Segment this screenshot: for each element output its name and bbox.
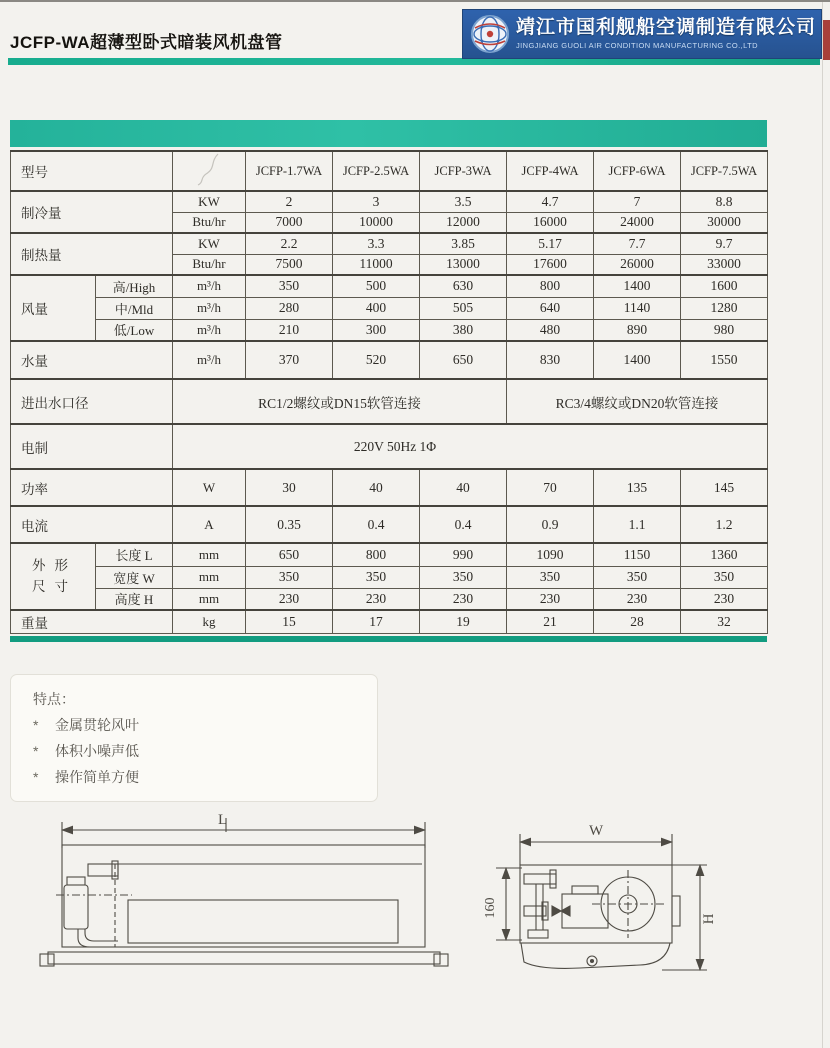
sub-label: 高度 H bbox=[96, 588, 173, 610]
value-cell: 630 bbox=[420, 275, 507, 297]
value-cell: 210 bbox=[246, 319, 333, 341]
value-cell: 1550 bbox=[681, 341, 768, 379]
value-cell: 0.9 bbox=[507, 506, 594, 543]
value-cell: 1600 bbox=[681, 275, 768, 297]
side-160-dim-label: 160 bbox=[483, 897, 498, 919]
value-cell: 1090 bbox=[507, 543, 594, 566]
value-cell: 145 bbox=[681, 469, 768, 506]
value-cell: 3.5 bbox=[420, 191, 507, 212]
bullet: * bbox=[33, 716, 39, 733]
value-cell: 230 bbox=[420, 588, 507, 610]
feature-text: 金属贯轮风叶 bbox=[55, 716, 139, 733]
company-names bbox=[516, 18, 816, 50]
table-row bbox=[11, 424, 768, 469]
technical-drawings bbox=[0, 802, 830, 1022]
value-cell: 33000 bbox=[681, 254, 768, 275]
side-view-drawing bbox=[496, 834, 707, 970]
teal-divider bbox=[8, 58, 820, 65]
value-cell: 13000 bbox=[420, 254, 507, 275]
spec-table-section bbox=[10, 120, 767, 642]
value-cell: 1280 bbox=[681, 297, 768, 319]
value-cell: 0.4 bbox=[420, 506, 507, 543]
table-row bbox=[11, 506, 768, 543]
value-cell: 28 bbox=[594, 610, 681, 633]
page-title: JCFP-WA超薄型卧式暗装风机盘管 bbox=[10, 33, 283, 52]
value-cell: 16000 bbox=[507, 212, 594, 233]
bullet: * bbox=[33, 742, 39, 759]
sub-label: 宽度 W bbox=[96, 566, 173, 588]
value-cell: 2 bbox=[246, 191, 333, 212]
unit-cell: m³/h bbox=[173, 297, 246, 319]
value-cell: 1.2 bbox=[681, 506, 768, 543]
value-cell: 800 bbox=[507, 275, 594, 297]
value-cell: 4.7 bbox=[507, 191, 594, 212]
value-cell: 24000 bbox=[594, 212, 681, 233]
feature-text: 操作简单方便 bbox=[55, 768, 139, 785]
value-cell: 12000 bbox=[420, 212, 507, 233]
value-cell: 300 bbox=[333, 319, 420, 341]
row-label: 风量 bbox=[11, 275, 96, 341]
unit-cell: Btu/hr bbox=[173, 254, 246, 275]
value-cell: 280 bbox=[246, 297, 333, 319]
table-row bbox=[11, 275, 768, 297]
row-label: 型号 bbox=[11, 151, 173, 191]
model-header: JCFP-1.7WA bbox=[246, 151, 333, 191]
value-cell: 230 bbox=[681, 588, 768, 610]
value-cell: 380 bbox=[420, 319, 507, 341]
dimensions-label: 外形尺寸 bbox=[32, 557, 77, 594]
value-cell: 830 bbox=[507, 341, 594, 379]
value-cell: 40 bbox=[420, 469, 507, 506]
table-top-bar bbox=[10, 120, 767, 147]
unit-cell: m³/h bbox=[173, 275, 246, 297]
value-cell: 8.8 bbox=[681, 191, 768, 212]
pipe-spec-small: RC1/2螺纹或DN15软管连接 bbox=[173, 379, 507, 424]
table-row bbox=[11, 610, 768, 633]
side-width-dim-label: W bbox=[589, 823, 604, 839]
value-cell: 350 bbox=[246, 275, 333, 297]
value-cell: 230 bbox=[246, 588, 333, 610]
value-cell: 520 bbox=[333, 341, 420, 379]
value-cell: 7 bbox=[594, 191, 681, 212]
table-row bbox=[11, 469, 768, 506]
value-cell: 400 bbox=[333, 297, 420, 319]
value-cell: 980 bbox=[681, 319, 768, 341]
value-cell: 9.7 bbox=[681, 233, 768, 254]
table-row bbox=[11, 297, 768, 319]
value-cell: 135 bbox=[594, 469, 681, 506]
value-cell: 1360 bbox=[681, 543, 768, 566]
features-heading: 特点： bbox=[33, 691, 75, 707]
value-cell: 1140 bbox=[594, 297, 681, 319]
unit-cell bbox=[173, 151, 246, 191]
value-cell: 11000 bbox=[333, 254, 420, 275]
table-row bbox=[11, 566, 768, 588]
table-row bbox=[11, 543, 768, 566]
feature-item bbox=[33, 739, 377, 765]
feature-item bbox=[33, 713, 377, 739]
value-cell: 0.35 bbox=[246, 506, 333, 543]
sub-label: 长度 L bbox=[96, 543, 173, 566]
value-cell: 30 bbox=[246, 469, 333, 506]
table-row bbox=[11, 191, 768, 212]
front-length-dim-label: L bbox=[218, 812, 228, 828]
value-cell: 350 bbox=[420, 566, 507, 588]
value-cell: 21 bbox=[507, 610, 594, 633]
row-label: 功率 bbox=[11, 469, 173, 506]
row-label: 电流 bbox=[11, 506, 173, 543]
value-cell: 1150 bbox=[594, 543, 681, 566]
value-cell: 230 bbox=[333, 588, 420, 610]
bullet: * bbox=[33, 768, 39, 785]
row-label: 进出水口径 bbox=[11, 379, 173, 424]
value-cell: 30000 bbox=[681, 212, 768, 233]
value-cell: 350 bbox=[246, 566, 333, 588]
value-cell: 70 bbox=[507, 469, 594, 506]
value-cell: 1400 bbox=[594, 275, 681, 297]
value-cell: 650 bbox=[246, 543, 333, 566]
value-cell: 640 bbox=[507, 297, 594, 319]
company-name-cn: 靖江市国利舰船空调制造有限公司 bbox=[516, 17, 817, 39]
value-cell: 40 bbox=[333, 469, 420, 506]
row-label: 制热量 bbox=[11, 233, 173, 275]
unit-cell: mm bbox=[173, 566, 246, 588]
model-header: JCFP-2.5WA bbox=[333, 151, 420, 191]
table-row bbox=[11, 233, 768, 254]
table-row bbox=[11, 379, 768, 424]
company-logo-icon bbox=[470, 14, 510, 54]
value-cell: 7000 bbox=[246, 212, 333, 233]
value-cell: 230 bbox=[507, 588, 594, 610]
value-cell: 350 bbox=[333, 566, 420, 588]
table-bottom-bar bbox=[10, 636, 767, 642]
value-cell: 1400 bbox=[594, 341, 681, 379]
row-label: 制冷量 bbox=[11, 191, 173, 233]
unit-cell: KW bbox=[173, 233, 246, 254]
feature-text: 体积小噪声低 bbox=[55, 742, 139, 759]
front-view-drawing bbox=[40, 818, 448, 966]
value-cell: 3 bbox=[333, 191, 420, 212]
sub-label: 低/Low bbox=[96, 319, 173, 341]
spec-table bbox=[10, 150, 768, 634]
row-label: 重量 bbox=[11, 610, 173, 633]
model-header: JCFP-7.5WA bbox=[681, 151, 768, 191]
model-header: JCFP-3WA bbox=[420, 151, 507, 191]
company-banner bbox=[462, 9, 822, 59]
value-cell: 230 bbox=[594, 588, 681, 610]
value-cell: 10000 bbox=[333, 212, 420, 233]
model-header: JCFP-4WA bbox=[507, 151, 594, 191]
table-row bbox=[11, 588, 768, 610]
table-row bbox=[11, 319, 768, 341]
value-cell: 350 bbox=[507, 566, 594, 588]
value-cell: 15 bbox=[246, 610, 333, 633]
scan-red-edge bbox=[823, 20, 830, 60]
value-cell: 350 bbox=[681, 566, 768, 588]
table-row bbox=[11, 151, 768, 191]
unit-cell: m³/h bbox=[173, 319, 246, 341]
value-cell: 2.2 bbox=[246, 233, 333, 254]
unit-cell: W bbox=[173, 469, 246, 506]
value-cell: 17600 bbox=[507, 254, 594, 275]
value-cell: 7500 bbox=[246, 254, 333, 275]
features-box bbox=[10, 674, 378, 802]
unit-cell: A bbox=[173, 506, 246, 543]
unit-cell: mm bbox=[173, 588, 246, 610]
value-cell: 505 bbox=[420, 297, 507, 319]
value-cell: 32 bbox=[681, 610, 768, 633]
value-cell: 480 bbox=[507, 319, 594, 341]
unit-cell: mm bbox=[173, 543, 246, 566]
value-cell: 500 bbox=[333, 275, 420, 297]
value-cell: 3.3 bbox=[333, 233, 420, 254]
row-label: 电制 bbox=[11, 424, 173, 469]
sub-label: 高/High bbox=[96, 275, 173, 297]
value-cell: 17 bbox=[333, 610, 420, 633]
row-label: 水量 bbox=[11, 341, 173, 379]
value-cell: 26000 bbox=[594, 254, 681, 275]
value-cell: 650 bbox=[420, 341, 507, 379]
company-name-en: JINGJIANG GUOLI AIR CONDITION MANUFACTURING CO.,LTD bbox=[516, 40, 758, 50]
value-cell: 1.1 bbox=[594, 506, 681, 543]
value-cell: 990 bbox=[420, 543, 507, 566]
row-label bbox=[11, 543, 96, 610]
unit-cell: m³/h bbox=[173, 341, 246, 379]
value-cell: 19 bbox=[420, 610, 507, 633]
unit-cell: KW bbox=[173, 191, 246, 212]
feature-item bbox=[33, 765, 377, 791]
table-row bbox=[11, 341, 768, 379]
model-header: JCFP-6WA bbox=[594, 151, 681, 191]
side-height-dim-label: H bbox=[701, 913, 717, 925]
value-cell: 800 bbox=[333, 543, 420, 566]
value-cell: 890 bbox=[594, 319, 681, 341]
value-cell: 7.7 bbox=[594, 233, 681, 254]
scan-artifact bbox=[192, 152, 226, 186]
value-cell: 370 bbox=[246, 341, 333, 379]
value-cell: 5.17 bbox=[507, 233, 594, 254]
value-cell: 350 bbox=[594, 566, 681, 588]
pipe-spec-large: RC3/4螺纹或DN20软管连接 bbox=[507, 379, 768, 424]
unit-cell: Btu/hr bbox=[173, 212, 246, 233]
electric-spec: 220V 50Hz 1Φ bbox=[173, 424, 768, 469]
unit-cell: kg bbox=[173, 610, 246, 633]
sub-label: 中/Mld bbox=[96, 297, 173, 319]
value-cell: 0.4 bbox=[333, 506, 420, 543]
value-cell: 3.85 bbox=[420, 233, 507, 254]
